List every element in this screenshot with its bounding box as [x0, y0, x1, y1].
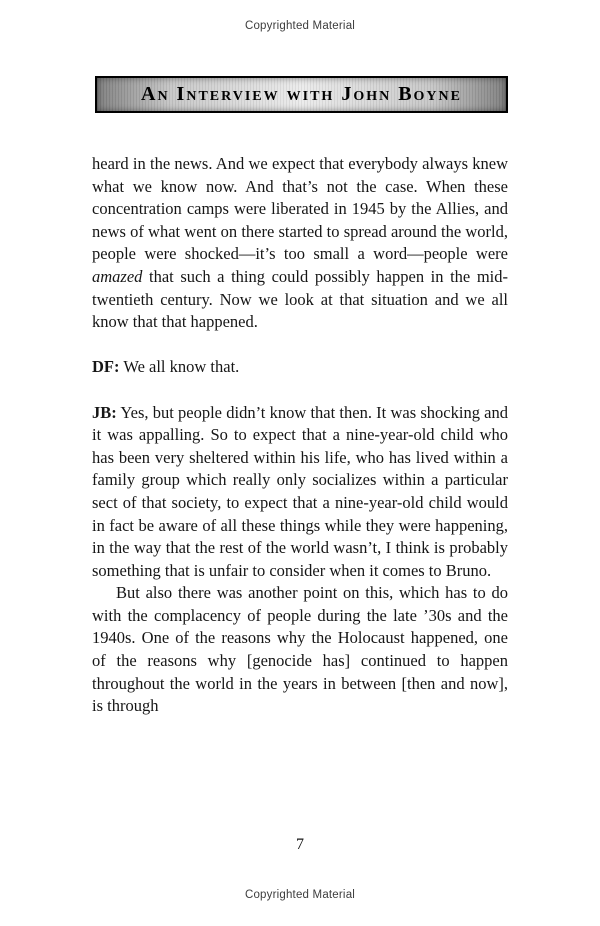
- paragraph: [92, 153, 508, 334]
- paragraph: [92, 356, 508, 379]
- text-run: Yes, but people didn’t know that then. It was shocking and it was appalling. So to expect that a nine-year-old child who has been very sheltered within his life, who has lived within a family group which really only socializes within a particular sect of that society, to expect that a nine-year-old child would in fact be aware of all these things while they were happening, in the way that the rest of the world wasn’t, I think is probably something that is unfair to consider when it comes to Bruno.: [92, 402, 508, 580]
- body-text: [92, 153, 508, 718]
- text-run: that such a thing could possibly happen in the mid-twentieth century. Now we look at that situation and we all know that that happened.: [92, 266, 508, 332]
- chapter-title: An Interview with John Boyne: [141, 83, 462, 105]
- paragraph: [92, 402, 508, 583]
- paragraph: [92, 582, 508, 718]
- copyright-notice-top: Copyrighted Material: [244, 20, 356, 32]
- chapter-title-banner: [95, 76, 508, 113]
- copyright-notice-bottom: Copyrighted Material: [244, 889, 356, 901]
- text-run: heard in the news. And we expect that everybody always knew what we know now. And that’s not the case. When these concentration camps were liberated in 1945 by the Allies, and news of what went on there started to spread around the world, people were shocked—it’s too small a word—people were: [92, 154, 508, 264]
- speaker-label: DF:: [92, 357, 120, 377]
- italic-text: amazed: [92, 266, 143, 286]
- speaker-label: JB:: [92, 402, 117, 422]
- text-run: But also there was another point on this, which has to do with the complacency of people during the late ’30s and the 1940s. One of the reasons why the Holocaust happened, one of the reasons why [genocide has] continued to happen throughout the world in the years in between [then and now], is through: [92, 583, 508, 716]
- page-number: 7: [296, 836, 304, 853]
- text-run: We all know that.: [119, 357, 240, 377]
